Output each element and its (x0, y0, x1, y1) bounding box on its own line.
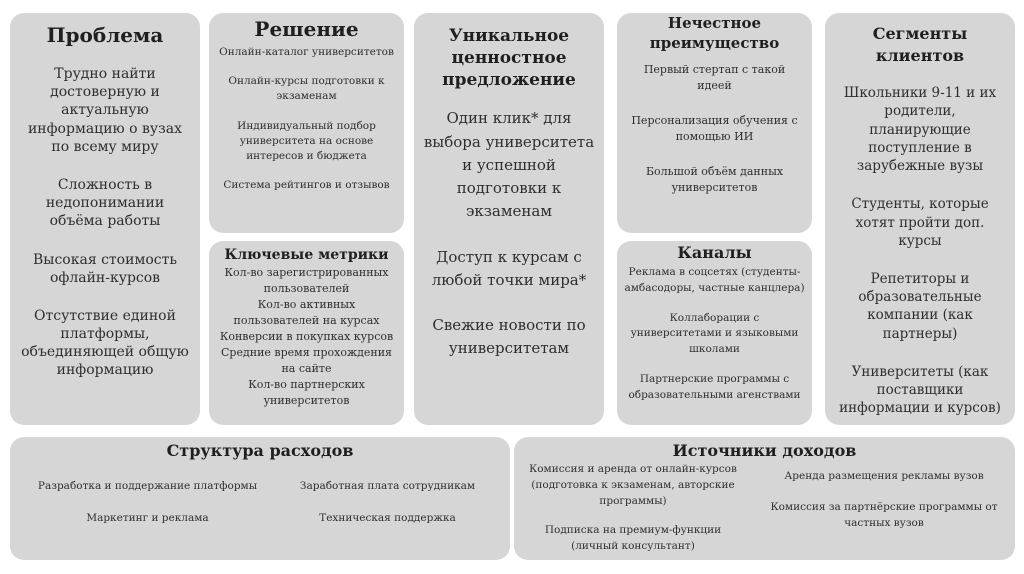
customer-segments-block (825, 13, 1015, 425)
problem-title: Проблема (46, 23, 164, 47)
channels-title: Каналы (677, 243, 752, 262)
metrics-item: Кол-во активных пользователей на курсах (233, 297, 380, 327)
solution-item: Индивидуальный подбор университета на основе интересов и бюджета (237, 119, 376, 163)
metrics-item: Средние время прохождения на сайте (221, 345, 392, 375)
problem-block (10, 13, 200, 425)
unfair-advantage-block (617, 13, 812, 233)
cost-item: Маркетинг и реклама (86, 512, 209, 524)
problem-item: Отсутствие единой платформы, объединяющей общую информацию (21, 307, 189, 379)
channels-item: Партнерские программы с образовательными агенствами (628, 372, 801, 401)
value-proposition-item: Свежие новости по университетам (432, 316, 586, 358)
cost-structure-block (10, 437, 510, 560)
revenue-item: Комиссия и аренда от онлайн-курсов (подготовка к экзаменам, авторские программы) (529, 463, 737, 507)
key-metrics-block (209, 241, 404, 425)
revenue-streams-title: Источники доходов (672, 441, 857, 460)
value-proposition-item: Доступ к курсам с любой точки мира* (431, 247, 587, 289)
key-metrics-title: Ключевые метрики (224, 247, 389, 263)
cost-item: Техническая поддержка (319, 512, 456, 524)
segments-item: Репетиторы и образовательные компании (как партнеры) (858, 270, 982, 342)
customer-segments-title: Сегменты клиентов (872, 24, 968, 65)
problem-item: Сложность в недопонимании объёма работы (45, 176, 165, 230)
metrics-item: Кол-во зарегистрированных пользователей (224, 266, 389, 295)
value-proposition-title: Уникальное ценностное предложение (442, 26, 576, 91)
unfair-advantage-title: Нечестное преимущество (649, 14, 780, 53)
segments-item: Студенты, которые хотят пройти доп. курсы (851, 196, 989, 249)
solution-item: Онлайн-курсы подготовки к экзаменам (228, 75, 385, 103)
value-proposition-item: Один клик* для выбора университета и успешной подготовки к экзаменам (423, 109, 595, 221)
solution-title: Решение (254, 17, 359, 41)
channels-item: Реклама в соцсетях (студенты-амбасодоры, частные канцлера) (624, 266, 805, 294)
channels-item: Коллаборации с университетами и языковыми школами (630, 311, 799, 355)
advantage-item: Первый стертап с такой идеей (643, 62, 786, 92)
segments-item: Университеты (как поставщики информации и курсов) (839, 363, 1001, 417)
revenue-item: Аренда размещения рекламы вузов (784, 470, 984, 482)
value-proposition-block (414, 13, 604, 425)
metrics-item: Кол-во партнерских университетов (248, 377, 365, 407)
problem-item: Трудно найти достоверную и актуальную информацию о вузах по всему миру (27, 66, 183, 155)
solution-block (209, 13, 404, 233)
cost-structure-title: Структура расходов (166, 441, 354, 460)
revenue-item: Комиссия за партнёрские программы от частных вузов (770, 501, 998, 529)
channels-block (617, 241, 812, 425)
solution-item: Система рейтингов и отзывов (223, 179, 390, 192)
segments-item: Школьники 9-11 и их родители, планирующие поступление в зарубежные вузы (843, 85, 997, 175)
cost-item: Заработная плата сотрудникам (299, 480, 476, 492)
cost-item: Разработка и поддержание платформы (37, 480, 258, 492)
metrics-item: Конверсии в покупках курсов (219, 329, 394, 343)
problem-item: Высокая стоимость офлайн-курсов (33, 251, 177, 286)
revenue-streams-block (514, 437, 1015, 560)
revenue-item: Подписка на премиум-функции (личный консультант) (544, 524, 722, 552)
solution-item: Онлайн-каталог университетов (219, 46, 394, 58)
advantage-item: Персонализация обучения с помощью ИИ (631, 113, 798, 143)
advantage-item: Большой объём данных университетов (645, 164, 784, 194)
